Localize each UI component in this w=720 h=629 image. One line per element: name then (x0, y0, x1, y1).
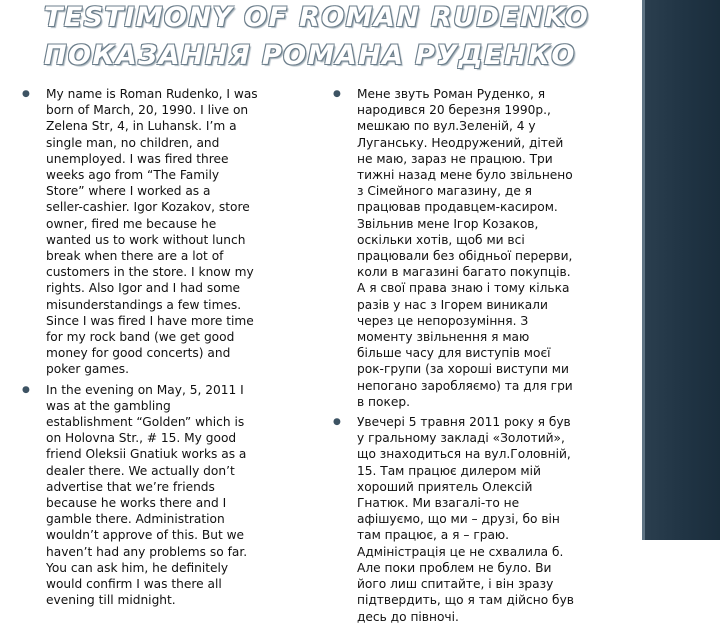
title-ukrainian: ПОКАЗАННЯ РОМАНА РУДЕНКО (44, 40, 576, 71)
list-item-en-2 (22, 382, 312, 609)
paragraph-uk-1: Мене звуть Роман Руденко, я народився 20 березня 1990р., мешкаю по вул.Зеленій, 4 у Луганську. Неодружений, дітей не маю, зараз не працюю. Три тижні назад мене було звільнено з Сімейного магазину, де я працював продавцем-касиром. Звільнив мене Ігор Козаков, оскільки хотів, щоб ми всі працювали без обідньої перерви, коли в магазині багато покупців. А я свої права знаю і тому кілька разів у нас з Ігорем виникали через це непорозуміння. З моменту звільнення я маю більше часу для виступів моєї рок-групи (за хороші виступи ми непогано заробляємо) та для гри в покер. (357, 87, 573, 409)
title-english: TESTIMONY OF ROMAN RUDENKO (44, 2, 590, 33)
bullet-icon: ● (333, 417, 341, 428)
paragraph-uk-2: Увечері 5 травня 2011 року я був у гральному закладі «Золотий», що знаходиться на вул.Головній, 15. Там працює дилером мій хороший приятель Олексій Гнатюк. Ми взагалі-то не афішуємо, що ми – друзі, бо він там працює, а я – граю. Адміністрація це не схвалила б. Але поки проблем не було. Ви його лиш спитайте, і він зразу підтвердить, що я там дійсно був десь до півночі. (357, 415, 574, 624)
english-column (22, 86, 312, 613)
bullet-icon: ● (22, 384, 30, 395)
decorative-sidebar (642, 0, 720, 540)
list-item-en-1 (22, 86, 312, 378)
list-item-uk-1 (333, 86, 623, 410)
bullet-icon: ● (333, 89, 341, 99)
list-item-uk-2 (333, 414, 623, 625)
bullet-icon: ● (22, 89, 30, 99)
paragraph-en-2: In the evening on May, 5, 2011 I was at the gambling establishment “Golden” which is on Holovna Str., # 15. My good friend Oleksii Gnatiuk works as a dealer there. We actually don’t advertise that we’re friends because he works there and I gamble there. Administration wouldn’t approve of this. But we haven’t had any problems so far. You can ask him, he definitely would confirm I was there all evening till midnight. (46, 382, 248, 608)
paragraph-en-1: My name is Roman Rudenko, I was born of March, 20, 1990. I live on Zelena Str, 4, in Luhansk. I’m a single man, no children, and unemployed. I was fired three weeks ago from “The Family Store” where I worked as a seller-cashier. Igor Kozakov, store owner, fired me because he wanted us to work without lunch break when there are a lot of customers in the store. I know my rights. Also Igor and I had some misunderstandings a few times. Since I was fired I have more time for my rock band (we get good money for good concerts) and poker games. (46, 87, 258, 377)
ukrainian-column (333, 86, 623, 629)
